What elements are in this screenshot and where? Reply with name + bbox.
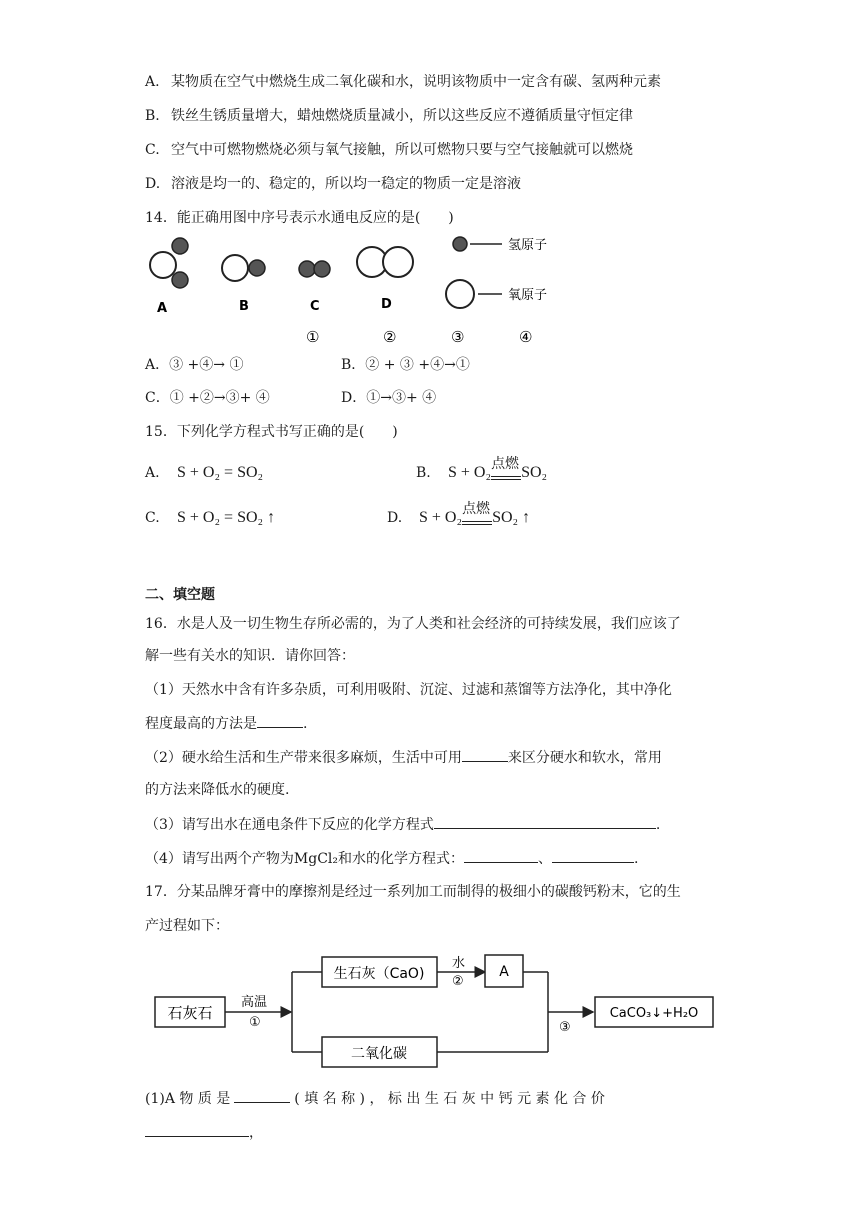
q16-part4-text: （4）请写出两个产物为MgCl₂和水的化学方程式： bbox=[145, 851, 465, 867]
a-label: A bbox=[499, 964, 509, 980]
q16-stem-line1: 16．水是人及一切生物生存所必需的，为了人类和社会经济的可持续发展，我们应该了 bbox=[145, 616, 681, 632]
separator: 、 bbox=[538, 851, 553, 867]
q16-part1-text: 程度最高的方法是 bbox=[145, 716, 257, 732]
option-text: 空气中可燃物燃烧必须与氧气接触，所以可燃物只要与空气接触就可以燃烧 bbox=[171, 142, 633, 158]
q13-option-a bbox=[145, 72, 661, 92]
q15-option-b bbox=[416, 456, 548, 483]
q14-option-c: C．① +②→③+ ④ bbox=[145, 390, 270, 406]
equation-b-right: SO₂ bbox=[521, 464, 548, 481]
condition-text: 点燃 bbox=[491, 456, 520, 472]
q17-sub1-line2 bbox=[145, 1122, 263, 1143]
q15-option-d bbox=[387, 501, 531, 528]
option-text: 某物质在空气中燃烧生成二氧化碳和水，说明该物质中一定含有碳、氢两种元素 bbox=[171, 74, 661, 90]
process-flow-diagram bbox=[145, 945, 725, 1070]
step1-label: ① bbox=[249, 1015, 261, 1030]
q17-stem-line2: 产过程如下： bbox=[145, 918, 229, 934]
option-label: A. bbox=[145, 74, 160, 90]
answer-blank[interactable] bbox=[257, 713, 303, 728]
legend-hydrogen bbox=[453, 237, 547, 253]
answer-blank[interactable] bbox=[234, 1088, 290, 1103]
condition-arrow bbox=[491, 456, 521, 483]
q16-part2-line2: 的方法来降低水的硬度. bbox=[145, 782, 290, 798]
option-label: B. bbox=[416, 465, 431, 481]
q16-part4 bbox=[145, 848, 638, 869]
molecule-c bbox=[299, 261, 330, 277]
section-title: 二、填空题 bbox=[145, 587, 215, 603]
equation-d-right: SO₂ ↑ bbox=[492, 509, 531, 526]
option-label: C. bbox=[145, 142, 160, 158]
q15-option-c bbox=[145, 508, 275, 528]
q14-option-b: B．② + ③ +④→① bbox=[341, 357, 470, 373]
water-label: 水 bbox=[452, 956, 466, 971]
q16-part3 bbox=[145, 814, 660, 835]
q17-sub1-line1 bbox=[145, 1088, 605, 1109]
condition-text: 点燃 bbox=[462, 501, 491, 517]
molecule-figure bbox=[140, 232, 600, 347]
legend-h-label: 氢原子 bbox=[508, 238, 548, 253]
period: . bbox=[303, 716, 308, 732]
answer-blank[interactable] bbox=[552, 848, 634, 863]
mol-label-a: A bbox=[157, 301, 168, 316]
q13-option-d bbox=[145, 174, 521, 194]
q16-stem-line2: 解一些有关水的知识．请你回答： bbox=[145, 648, 355, 664]
product-label: CaCO₃↓+H₂O bbox=[609, 1006, 699, 1021]
q16-part1-line1: （1）天然水中含有许多杂质，可利用吸附、沉淀、过滤和蒸馏等方法净化，其中净化 bbox=[145, 682, 672, 698]
q16-part2-text-after: 来区分硬水和软水，常用 bbox=[507, 750, 662, 766]
num-label-3: ③ bbox=[451, 328, 465, 346]
equation-d-left: S + O₂ bbox=[419, 509, 463, 526]
q14-option-d: D．①→③+ ④ bbox=[341, 390, 437, 406]
q16-part2-text: （2）硬水给生活和生产带来很多麻烦，生活中可用 bbox=[145, 750, 462, 766]
q16-part2-line1 bbox=[145, 747, 662, 768]
answer-blank[interactable] bbox=[464, 848, 538, 863]
num-label-4: ④ bbox=[519, 328, 533, 346]
limestone-label: 石灰石 bbox=[167, 1004, 213, 1022]
period: . bbox=[634, 851, 639, 867]
legend-oxygen bbox=[446, 280, 547, 308]
quicklime-label: 生石灰（CaO) bbox=[333, 966, 425, 982]
molecule-d bbox=[357, 247, 413, 277]
option-label: B. bbox=[145, 108, 160, 124]
equation-c: S + O₂ = SO₂ ↑ bbox=[177, 509, 276, 526]
q16-part3-text: （3）请写出水在通电条件下反应的化学方程式 bbox=[145, 817, 434, 833]
q14-stem: 14．能正确用图中序号表示水通电反应的是( ) bbox=[145, 210, 454, 226]
num-label-1: ① bbox=[306, 328, 320, 346]
step2-label: ② bbox=[452, 974, 464, 989]
answer-blank[interactable] bbox=[145, 1122, 249, 1137]
molecule-b bbox=[222, 255, 265, 281]
option-text: 溶液是均一的、稳定的，所以均一稳定的物质一定是溶液 bbox=[171, 176, 521, 192]
equation-b-left: S + O₂ bbox=[448, 464, 492, 481]
q14-option-a: A．③ +④→ ① bbox=[145, 357, 244, 373]
answer-blank[interactable] bbox=[434, 814, 656, 829]
comma: ， bbox=[249, 1125, 263, 1141]
q17-stem-line1: 17．分某品牌牙膏中的摩擦剂是经过一系列加工而制得的极细小的碳酸钙粉末，它的生 bbox=[145, 884, 681, 900]
period: . bbox=[655, 817, 661, 833]
co2-label: 二氧化碳 bbox=[351, 1046, 407, 1062]
q13-option-c bbox=[145, 140, 633, 160]
num-label-2: ② bbox=[383, 328, 397, 346]
q17-sub1-text-b: ( 填 名 称 ) ， 标 出 生 石 灰 中 钙 元 素 化 合 价 bbox=[294, 1091, 605, 1107]
equation-a: S + O₂ = SO₂ bbox=[177, 464, 264, 481]
q17-sub1-text-a: (1)A 物 质 是 bbox=[145, 1091, 231, 1107]
q15-option-a bbox=[145, 463, 263, 483]
mol-label-c: C bbox=[310, 299, 320, 314]
mol-label-d: D bbox=[381, 297, 392, 312]
molecule-a bbox=[150, 238, 188, 288]
option-label: D. bbox=[145, 176, 161, 192]
mol-label-b: B bbox=[239, 299, 249, 314]
q13-option-b bbox=[145, 106, 633, 126]
option-label: D. bbox=[387, 510, 403, 526]
option-label: C. bbox=[145, 510, 160, 526]
high-temp-label: 高温 bbox=[241, 995, 268, 1010]
condition-arrow bbox=[462, 501, 492, 528]
q15-stem: 15．下列化学方程式书写正确的是( ) bbox=[145, 424, 398, 440]
option-text: 铁丝生锈质量增大，蜡烛燃烧质量减小，所以这些反应不遵循质量守恒定律 bbox=[171, 108, 633, 124]
answer-blank[interactable] bbox=[462, 747, 508, 762]
step3-label: ③ bbox=[559, 1020, 571, 1035]
q16-part1-line2 bbox=[145, 713, 307, 734]
legend-o-label: 氧原子 bbox=[508, 288, 548, 303]
option-label: A. bbox=[145, 465, 160, 481]
